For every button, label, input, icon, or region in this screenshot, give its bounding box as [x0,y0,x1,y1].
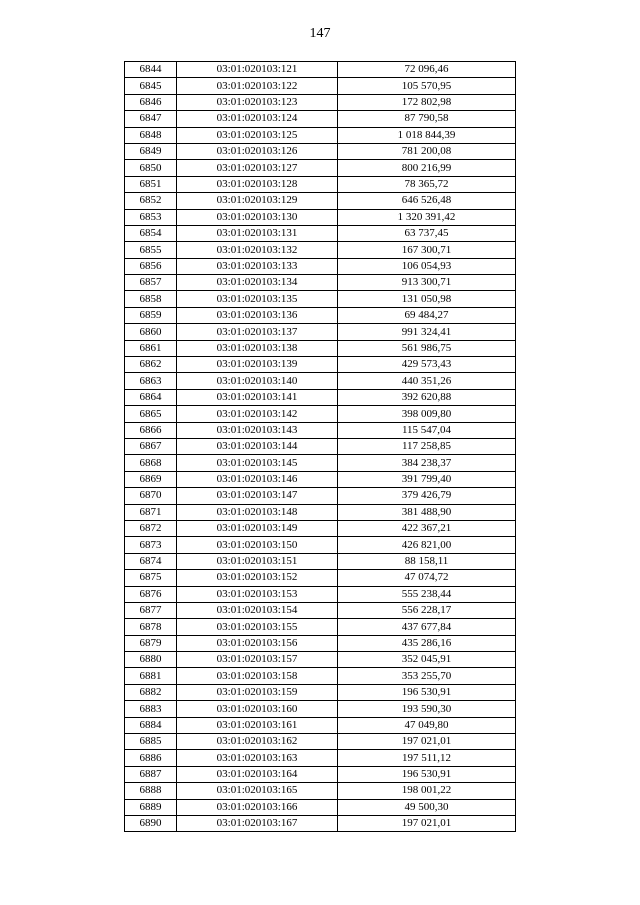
table-row [125,701,516,717]
table-row [125,193,516,209]
value-cell: 398 009,80 [338,406,516,422]
table-row [125,668,516,684]
row-number-cell: 6862 [125,357,177,373]
row-number-cell: 6887 [125,766,177,782]
value-cell: 196 530,91 [338,766,516,782]
table-row [125,553,516,569]
row-number-cell: 6860 [125,324,177,340]
table-row [125,324,516,340]
table-row [125,160,516,176]
row-number-cell: 6873 [125,537,177,553]
row-number-cell: 6855 [125,242,177,258]
value-cell: 47 074,72 [338,570,516,586]
value-cell: 384 238,37 [338,455,516,471]
value-cell: 197 021,01 [338,734,516,750]
table-row [125,734,516,750]
cadastral-number-cell: 03:01:020103:166 [177,799,338,815]
row-number-cell: 6853 [125,209,177,225]
cadastral-number-cell: 03:01:020103:160 [177,701,338,717]
row-number-cell: 6880 [125,652,177,668]
value-cell: 381 488,90 [338,504,516,520]
row-number-cell: 6861 [125,340,177,356]
table-row [125,570,516,586]
row-number-cell: 6857 [125,275,177,291]
row-number-cell: 6863 [125,373,177,389]
row-number-cell: 6878 [125,619,177,635]
cadastral-number-cell: 03:01:020103:164 [177,766,338,782]
table-row [125,357,516,373]
cadastral-number-cell: 03:01:020103:154 [177,602,338,618]
table-row [125,766,516,782]
table-row [125,750,516,766]
table-row [125,652,516,668]
cadastral-number-cell: 03:01:020103:133 [177,258,338,274]
value-cell: 197 511,12 [338,750,516,766]
cadastral-number-cell: 03:01:020103:152 [177,570,338,586]
value-cell: 392 620,88 [338,389,516,405]
row-number-cell: 6869 [125,471,177,487]
cadastral-number-cell: 03:01:020103:157 [177,652,338,668]
value-cell: 437 677,84 [338,619,516,635]
row-number-cell: 6868 [125,455,177,471]
value-cell: 556 228,17 [338,602,516,618]
row-number-cell: 6890 [125,815,177,831]
value-cell: 379 426,79 [338,488,516,504]
cadastral-number-cell: 03:01:020103:124 [177,111,338,127]
row-number-cell: 6876 [125,586,177,602]
table-row [125,176,516,192]
value-cell: 78 365,72 [338,176,516,192]
table-row [125,799,516,815]
row-number-cell: 6864 [125,389,177,405]
row-number-cell: 6883 [125,701,177,717]
cadastral-number-cell: 03:01:020103:132 [177,242,338,258]
table-row [125,635,516,651]
row-number-cell: 6881 [125,668,177,684]
value-cell: 391 799,40 [338,471,516,487]
table-row [125,307,516,323]
row-number-cell: 6888 [125,783,177,799]
cadastral-number-cell: 03:01:020103:145 [177,455,338,471]
cadastral-number-cell: 03:01:020103:138 [177,340,338,356]
cadastral-number-cell: 03:01:020103:127 [177,160,338,176]
table-row [125,619,516,635]
table-row [125,258,516,274]
row-number-cell: 6889 [125,799,177,815]
cadastral-number-cell: 03:01:020103:135 [177,291,338,307]
table-row [125,717,516,733]
cadastral-number-cell: 03:01:020103:126 [177,143,338,159]
row-number-cell: 6847 [125,111,177,127]
table-row [125,488,516,504]
table-row [125,471,516,487]
row-number-cell: 6877 [125,602,177,618]
table-row [125,275,516,291]
row-number-cell: 6886 [125,750,177,766]
row-number-cell: 6856 [125,258,177,274]
cadastral-number-cell: 03:01:020103:128 [177,176,338,192]
table-row [125,422,516,438]
row-number-cell: 6854 [125,225,177,241]
cadastral-number-cell: 03:01:020103:158 [177,668,338,684]
value-cell: 197 021,01 [338,815,516,831]
value-cell: 47 049,80 [338,717,516,733]
row-number-cell: 6870 [125,488,177,504]
table-row [125,143,516,159]
table-row [125,94,516,110]
cadastral-number-cell: 03:01:020103:149 [177,520,338,536]
value-cell: 172 802,98 [338,94,516,110]
cadastral-number-cell: 03:01:020103:125 [177,127,338,143]
table-row [125,537,516,553]
value-cell: 198 001,22 [338,783,516,799]
row-number-cell: 6866 [125,422,177,438]
value-cell: 167 300,71 [338,242,516,258]
row-number-cell: 6874 [125,553,177,569]
value-cell: 117 258,85 [338,438,516,454]
value-cell: 72 096,46 [338,62,516,78]
cadastral-number-cell: 03:01:020103:144 [177,438,338,454]
cadastral-number-cell: 03:01:020103:143 [177,422,338,438]
value-cell: 991 324,41 [338,324,516,340]
cadastral-number-cell: 03:01:020103:150 [177,537,338,553]
cadastral-number-cell: 03:01:020103:131 [177,225,338,241]
cadastral-number-cell: 03:01:020103:163 [177,750,338,766]
value-cell: 435 286,16 [338,635,516,651]
value-cell: 561 986,75 [338,340,516,356]
table-body [125,62,516,832]
value-cell: 913 300,71 [338,275,516,291]
table-row [125,111,516,127]
table-row [125,78,516,94]
cadastral-number-cell: 03:01:020103:140 [177,373,338,389]
cadastral-number-cell: 03:01:020103:165 [177,783,338,799]
value-cell: 49 500,30 [338,799,516,815]
cadastral-number-cell: 03:01:020103:141 [177,389,338,405]
row-number-cell: 6882 [125,684,177,700]
cadastral-number-cell: 03:01:020103:123 [177,94,338,110]
value-cell: 426 821,00 [338,537,516,553]
table-row [125,586,516,602]
value-cell: 646 526,48 [338,193,516,209]
page-number: 147 [309,26,331,41]
cadastral-number-cell: 03:01:020103:134 [177,275,338,291]
table-row [125,389,516,405]
table-row [125,291,516,307]
value-cell: 106 054,93 [338,258,516,274]
table-row [125,455,516,471]
value-cell: 105 570,95 [338,78,516,94]
value-cell: 555 238,44 [338,586,516,602]
value-cell: 440 351,26 [338,373,516,389]
table-row [125,438,516,454]
value-cell: 87 790,58 [338,111,516,127]
value-cell: 429 573,43 [338,357,516,373]
cadastral-number-cell: 03:01:020103:146 [177,471,338,487]
value-cell: 63 737,45 [338,225,516,241]
row-number-cell: 6846 [125,94,177,110]
value-cell: 131 050,98 [338,291,516,307]
cadastral-number-cell: 03:01:020103:151 [177,553,338,569]
row-number-cell: 6848 [125,127,177,143]
value-cell: 800 216,99 [338,160,516,176]
row-number-cell: 6858 [125,291,177,307]
table-row [125,602,516,618]
table-row [125,127,516,143]
value-cell: 88 158,11 [338,553,516,569]
table-row [125,225,516,241]
cadastral-number-cell: 03:01:020103:159 [177,684,338,700]
value-cell: 1 018 844,39 [338,127,516,143]
row-number-cell: 6850 [125,160,177,176]
cadastral-number-cell: 03:01:020103:155 [177,619,338,635]
row-number-cell: 6852 [125,193,177,209]
value-cell: 69 484,27 [338,307,516,323]
table-row [125,373,516,389]
table-row [125,815,516,831]
row-number-cell: 6844 [125,62,177,78]
table-row [125,340,516,356]
cadastral-number-cell: 03:01:020103:156 [177,635,338,651]
row-number-cell: 6851 [125,176,177,192]
value-cell: 115 547,04 [338,422,516,438]
cadastral-value-table [124,61,516,832]
cadastral-number-cell: 03:01:020103:153 [177,586,338,602]
table-row [125,783,516,799]
cadastral-number-cell: 03:01:020103:139 [177,357,338,373]
table-row [125,504,516,520]
value-cell: 193 590,30 [338,701,516,717]
row-number-cell: 6884 [125,717,177,733]
cadastral-number-cell: 03:01:020103:162 [177,734,338,750]
cadastral-number-cell: 03:01:020103:121 [177,62,338,78]
table-row [125,520,516,536]
cadastral-number-cell: 03:01:020103:129 [177,193,338,209]
row-number-cell: 6845 [125,78,177,94]
value-cell: 422 367,21 [338,520,516,536]
cadastral-number-cell: 03:01:020103:147 [177,488,338,504]
cadastral-number-cell: 03:01:020103:148 [177,504,338,520]
cadastral-number-cell: 03:01:020103:137 [177,324,338,340]
value-cell: 196 530,91 [338,684,516,700]
row-number-cell: 6872 [125,520,177,536]
table-row [125,62,516,78]
row-number-cell: 6859 [125,307,177,323]
row-number-cell: 6879 [125,635,177,651]
row-number-cell: 6885 [125,734,177,750]
table-row [125,684,516,700]
row-number-cell: 6871 [125,504,177,520]
table-row [125,406,516,422]
value-cell: 1 320 391,42 [338,209,516,225]
row-number-cell: 6865 [125,406,177,422]
cadastral-number-cell: 03:01:020103:142 [177,406,338,422]
value-cell: 353 255,70 [338,668,516,684]
cadastral-number-cell: 03:01:020103:167 [177,815,338,831]
row-number-cell: 6849 [125,143,177,159]
row-number-cell: 6867 [125,438,177,454]
cadastral-number-cell: 03:01:020103:130 [177,209,338,225]
cadastral-number-cell: 03:01:020103:161 [177,717,338,733]
cadastral-number-cell: 03:01:020103:136 [177,307,338,323]
row-number-cell: 6875 [125,570,177,586]
table-row [125,242,516,258]
table-row [125,209,516,225]
cadastral-number-cell: 03:01:020103:122 [177,78,338,94]
value-cell: 352 045,91 [338,652,516,668]
value-cell: 781 200,08 [338,143,516,159]
